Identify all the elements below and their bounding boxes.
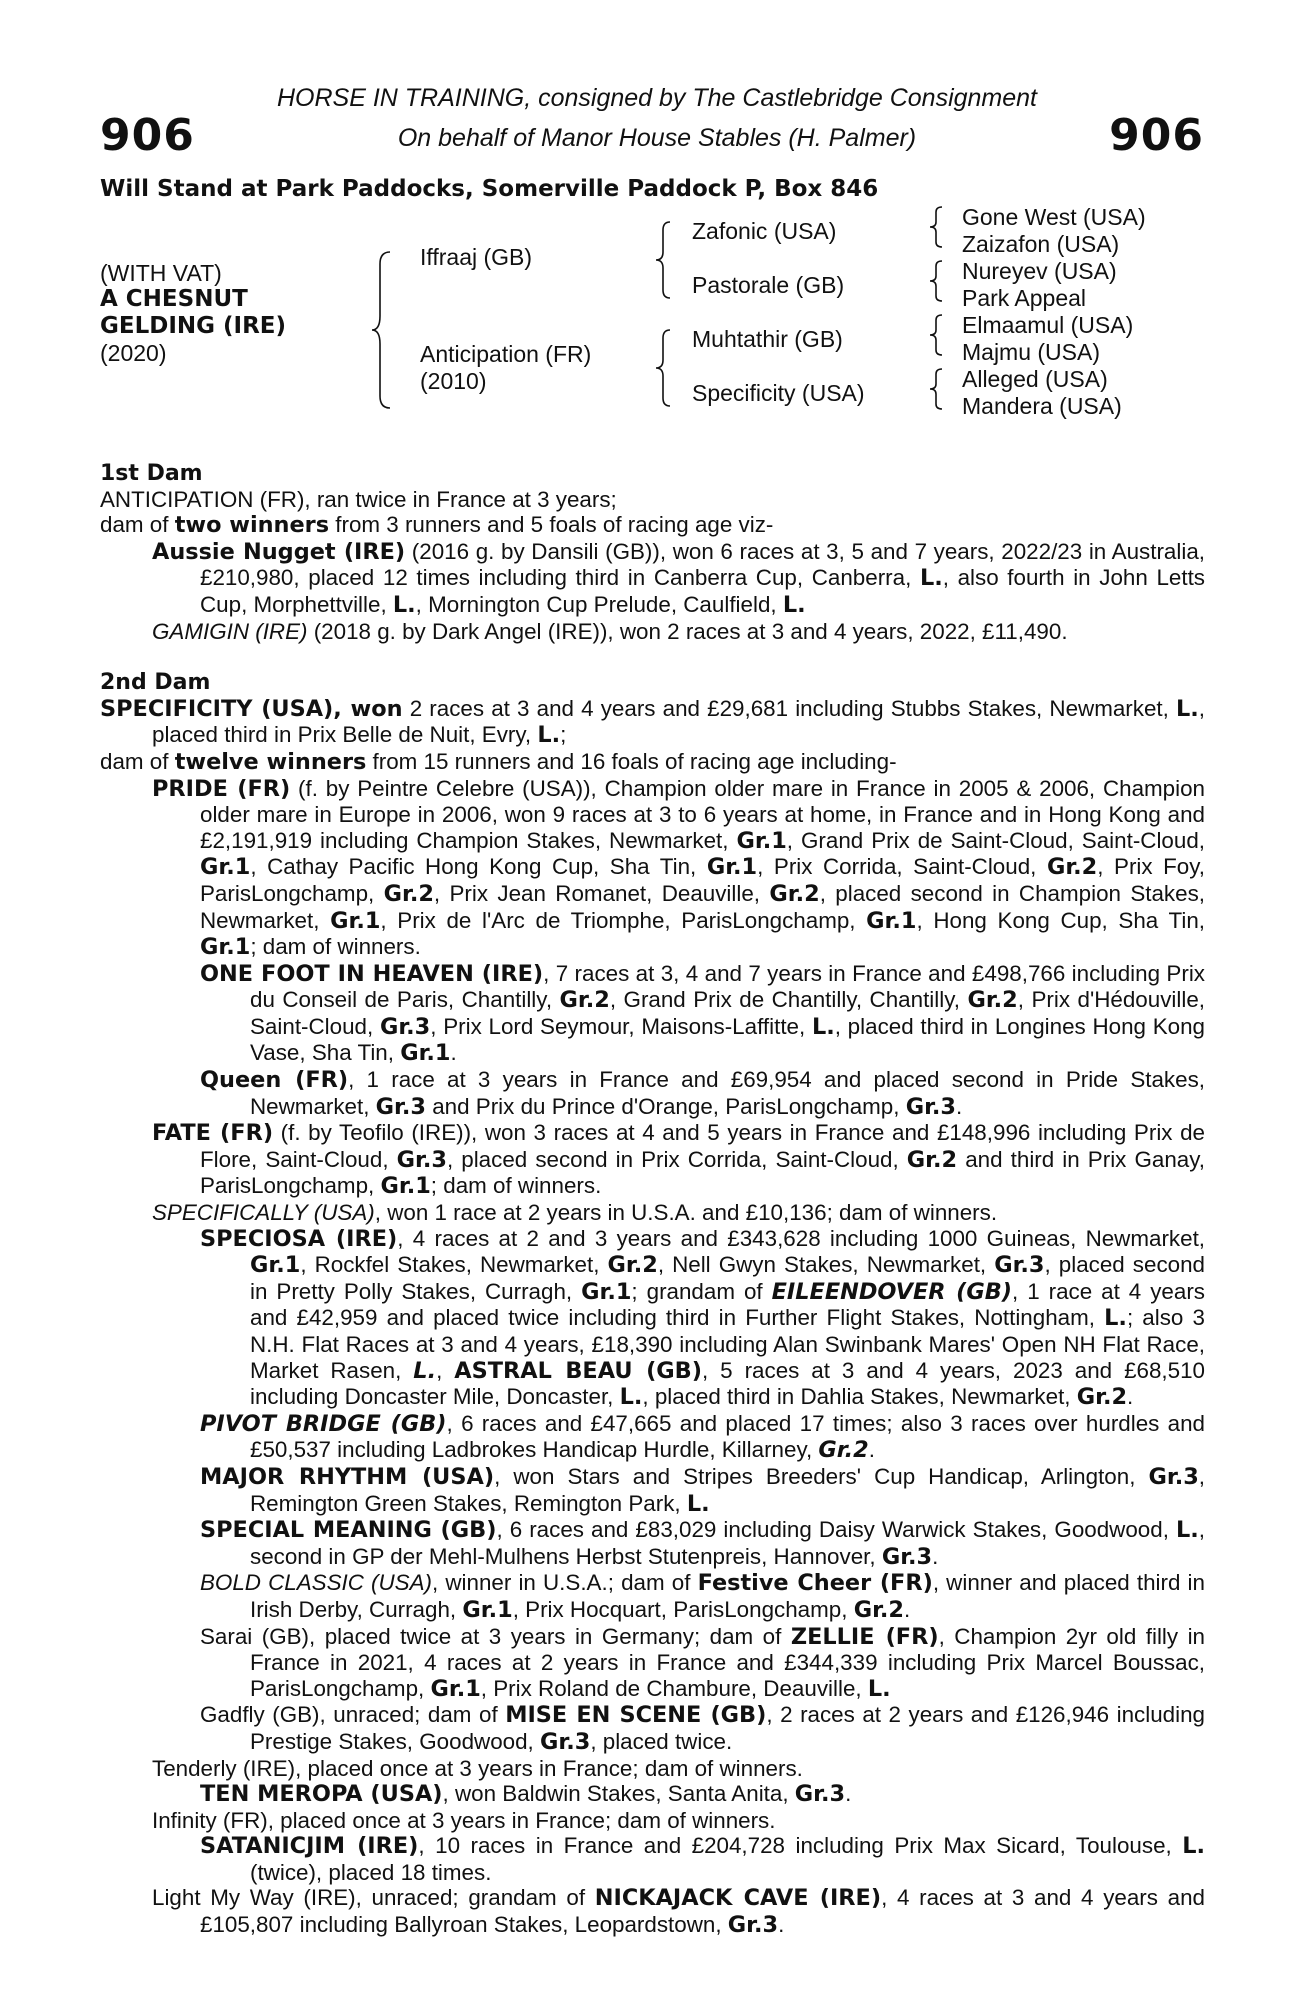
horse-specifically: SPECIFICALLY (USA): [152, 1200, 375, 1226]
horse-astral-beau: ASTRAL BEAU (GB): [454, 1357, 702, 1384]
pedigree-g4: Park Appeal: [962, 285, 1087, 311]
brace-g78: [930, 368, 946, 410]
produce-fate: FATE (FR) (f. by Teofilo (IRE)), won 3 races at 4 and 5 years in France and £148,996 including Prix de Flore, Saint-Cloud, Gr.3, placed second in Prix Corrida, Saint-Cloud, Gr.2 and third in Prix Ganay, ParisLongchamp, Gr.1; dam of winners.: [152, 1120, 1206, 1200]
dam: Anticipation (FR): [420, 341, 592, 367]
horse-major-rhythm: MAJOR RHYTHM (USA): [200, 1463, 495, 1490]
brace-g56: [930, 314, 946, 356]
horse-pride: PRIDE (FR): [152, 775, 291, 802]
produce-bold-classic: BOLD CLASSIC (USA), winner in U.S.A.; dam of Festive Cheer (FR), winner and placed third in Irish Derby, Curragh, Gr.1, Prix Hocquart, ParisLongchamp, Gr.2.: [200, 1570, 1205, 1623]
first-dam-heading: 1st Dam: [100, 461, 203, 486]
horse-bold-classic: BOLD CLASSIC (USA): [200, 1570, 433, 1596]
horse-one-foot-in-heaven: ONE FOOT IN HEAVEN (IRE): [200, 960, 544, 987]
sire-dam: Pastorale (GB): [692, 272, 845, 298]
pedigree-g2: Zaizafon (USA): [962, 231, 1120, 257]
produce-gadfly: Gadfly (GB), unraced; dam of MISE EN SCENE (GB), 2 races at 2 years and £126,946 including Prestige Stakes, Goodwood, Gr.3, placed twice.: [200, 1702, 1205, 1755]
horse-speciosa: SPECIOSA (IRE): [200, 1225, 398, 1252]
horse-pivot-bridge: PIVOT BRIDGE (GB): [200, 1410, 447, 1437]
horse-eileendover: EILEENDOVER (GB): [771, 1278, 1012, 1305]
produce-queen: Queen (FR), 1 race at 3 years in France and £69,954 and placed second in Pride Stakes, Newmarket, Gr.3 and Prix du Prince d'Orange, ParisLongchamp, Gr.3.: [200, 1067, 1205, 1120]
produce-tenderly: Tenderly (IRE), placed once at 3 years in France; dam of winners.: [152, 1755, 803, 1781]
lot-number-right: 906: [1109, 110, 1204, 161]
horse-gamigin: GAMIGIN (IRE): [152, 618, 308, 644]
horse-zellie: ZELLIE (FR): [790, 1623, 939, 1650]
second-dam-heading: 2nd Dam: [100, 670, 211, 696]
produce-satanicjim: SATANICJIM (IRE), 10 races in France and £204,728 including Prix Max Sicard, Toulouse, L. (twice), placed 18 times.: [200, 1833, 1206, 1885]
vat-label: (WITH VAT): [100, 260, 222, 286]
produce-major-rhythm: MAJOR RHYTHM (USA), won Stars and Stripes Breeders' Cup Handicap, Arlington, Gr.3, Remington Green Stakes, Remington Park, L.: [200, 1463, 1206, 1517]
dam-year: (2010): [420, 368, 487, 394]
consignor-line: HORSE IN TRAINING, consigned by The Castlebridge Consignment: [276, 84, 1038, 112]
horse-name-line1: A CHESNUT: [100, 286, 248, 312]
produce-pride: PRIDE (FR) (f. by Peintre Celebre (USA)), Champion older mare in France in 2005 & 2006, Champion older mare in Europe in 2006, won 9 races at 3 to 6 years at home, in France and in Hong Kong and £2,191,919 including Champion Stakes, Newmarket, Gr.1, Grand Prix de Saint-Cloud, Saint-Cloud, Gr.1, Cathay Pacific Hong Kong Cup, Sha Tin, Gr.1, Prix Corrida, Saint-Cloud, Gr.2, Prix Foy, ParisLongchamp, Gr.2, Prix Jean Romanet, Deauville, Gr.2, placed second in Champion Stakes, Newmarket, Gr.1, Prix de l'Arc de Triomphe, ParisLongchamp, Gr.1, Hong Kong Cup, Sha Tin, Gr.1; dam of winners.: [152, 775, 1205, 961]
sire: Iffraaj (GB): [420, 244, 533, 270]
pedigree-g5: Elmaamul (USA): [962, 312, 1134, 338]
produce-ten-meropa: TEN MEROPA (USA), won Baldwin Stakes, Santa Anita, Gr.3.: [200, 1781, 852, 1808]
produce-one-foot-in-heaven: ONE FOOT IN HEAVEN (IRE), 7 races at 3, 4 and 7 years in France and £498,766 including Prix du Conseil de Paris, Chantilly, Gr.2, Grand Prix de Chantilly, Chantilly, Gr.2, Prix d'Hédouville, Saint-Cloud, Gr.3, Prix Lord Seymour, Maisons-Laffitte, L., placed third in Longines Hong Kong Vase, Sha Tin, Gr.1.: [200, 960, 1205, 1067]
horse-aussie-nugget: Aussie Nugget (IRE): [152, 538, 406, 565]
horse-mise-en-scene: MISE EN SCENE (GB): [505, 1702, 767, 1729]
horse-fate: FATE (FR): [152, 1120, 274, 1147]
on-behalf-line: On behalf of Manor House Stables (H. Palmer): [397, 124, 917, 152]
pedigree-g6: Majmu (USA): [962, 339, 1101, 365]
brace-sire-parents: [656, 220, 676, 300]
lot-number-left: 906: [100, 110, 195, 161]
horse-name-line2: GELDING (IRE): [100, 313, 287, 339]
horse-specificity: SPECIFICITY (USA): [100, 695, 334, 722]
horse-special-meaning: SPECIAL MEANING (GB): [200, 1517, 497, 1544]
pedigree-table: [100, 200, 1220, 430]
produce-speciosa: SPECIOSA (IRE), 4 races at 2 and 3 years and £343,628 including 1000 Guineas, Newmarket, Gr.1, Rockfel Stakes, Newmarket, Gr.2, Nell Gwyn Stakes, Newmarket, Gr.3, placed second in Pretty Polly Stakes, Curragh, Gr.1; grandam of EILEENDOVER (GB), 1 race at 4 years and £42,959 and placed twice including third in Further Flight Stakes, Nottingham, L.; also 3 N.H. Flat Races at 3 and 4 years, £18,390 including Alan Swinbank Mares' Open NH Flat Race, Market Rasen, L., ASTRAL BEAU (GB), 5 races at 3 and 4 years, 2023 and £68,510 including Doncaster Mile, Doncaster, L., placed third in Dahlia Stakes, Newmarket, Gr.2.: [200, 1225, 1206, 1411]
produce-specifically: SPECIFICALLY (USA), won 1 race at 2 years in U.S.A. and £10,136; dam of winners.: [152, 1200, 998, 1226]
pedigree-g1: Gone West (USA): [962, 204, 1146, 230]
dam-dam: Specificity (USA): [692, 380, 865, 406]
dam-sire: Muhtathir (GB): [692, 326, 843, 352]
pedigree-g3: Nureyev (USA): [962, 258, 1117, 284]
produce-aussie-nugget: Aussie Nugget (IRE) (2016 g. by Dansili (GB)), won 6 races at 3, 5 and 7 years, 2022/23 in Australia, £210,980, placed 12 times including third in Canberra Cup, Canberra, L., also fourth in John Letts Cup, Morphettville, L., Mornington Cup Prelude, Caulfield, L.: [152, 538, 1205, 618]
produce-gamigin: GAMIGIN (IRE) (2018 g. by Dark Angel (IRE)), won 2 races at 3 and 4 years, 2022, £11,490.: [152, 618, 1068, 644]
brace-sire-dam: [372, 250, 396, 410]
pedigree-g7: Alleged (USA): [962, 366, 1108, 392]
horse-nickajack-cave: NICKAJACK CAVE (IRE): [594, 1885, 882, 1912]
brace-g12: [930, 206, 946, 248]
produce-sarai: Sarai (GB), placed twice at 3 years in Germany; dam of ZELLIE (FR), Champion 2yr old filly in France in 2021, 4 races at 2 years in France and £344,339 including Prix Marcel Boussac, ParisLongchamp, Gr.1, Prix Roland de Chambure, Deauville, L.: [200, 1623, 1205, 1702]
produce-infinity: Infinity (FR), placed once at 3 years in France; dam of winners.: [152, 1807, 776, 1833]
second-dam-specificity: SPECIFICITY (USA), won 2 races at 3 and 4 years and £29,681 including Stubbs Stakes, Newmarket, L., placed third in Prix Belle de Nuit, Evry, L.;: [100, 695, 1206, 749]
produce-pivot-bridge: PIVOT BRIDGE (GB), 6 races and £47,665 and placed 17 times; also 3 races over hurdles and £50,537 including Ladbrokes Handicap Hurdle, Killarney, Gr.2.: [200, 1410, 1206, 1464]
produce-light-my-way: Light My Way (IRE), unraced; grandam of NICKAJACK CAVE (IRE), 4 races at 3 and 4 years and £105,807 including Ballyroan Stakes, Leopardstown, Gr.3.: [152, 1885, 1205, 1939]
horse-year: (2020): [100, 340, 167, 366]
produce-record: [100, 461, 1205, 1939]
pedigree-g8: Mandera (USA): [962, 393, 1122, 419]
produce-special-meaning: SPECIAL MEANING (GB), 6 races and £83,029 including Daisy Warwick Stakes, Goodwood, L., second in GP der Mehl-Mulhens Herbst Stutenpreis, Hannover, Gr.3.: [200, 1517, 1205, 1570]
horse-satanicjim: SATANICJIM (IRE): [200, 1833, 419, 1860]
first-dam-line: ANTICIPATION (FR), ran twice in France at 3 years;: [100, 486, 617, 512]
brace-dam-parents: [656, 328, 676, 408]
second-dam-summary: dam of twelve winners from 15 runners and 16 foals of racing age including-: [100, 748, 897, 775]
first-dam-summary: dam of two winners from 3 runners and 5 foals of racing age viz-: [100, 512, 774, 539]
horse-queen: Queen (FR): [200, 1067, 349, 1094]
horse-festive-cheer: Festive Cheer (FR): [697, 1570, 933, 1597]
sire-sire: Zafonic (USA): [692, 218, 837, 244]
stand-location: Will Stand at Park Paddocks, Somerville Paddock P, Box 846: [100, 176, 879, 202]
brace-g34: [930, 260, 946, 302]
horse-ten-meropa: TEN MEROPA (USA): [200, 1781, 443, 1808]
